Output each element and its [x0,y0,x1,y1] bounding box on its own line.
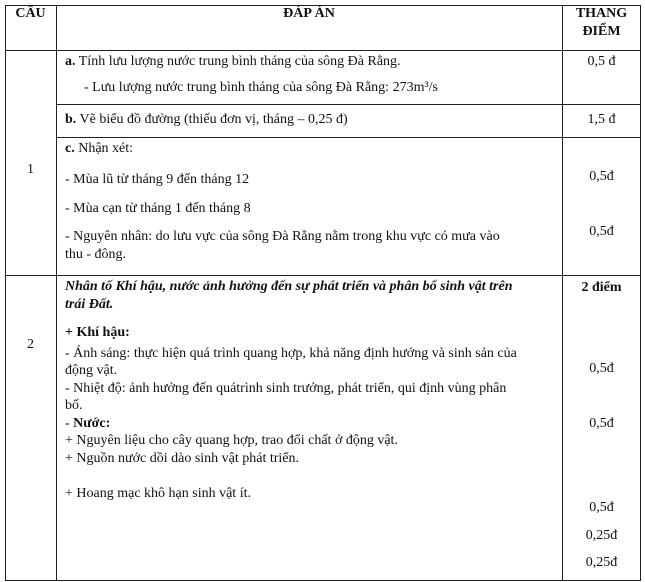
q2-score: 0,5đ [589,416,614,431]
q2-total-score: 2 điểm [581,280,622,295]
q2-line: động vật. [65,363,118,378]
q2-line: - Nhiệt độ: ảnh hưởng đến quátrình sinh trưởng, phát triển, qui định vùng phân [65,381,507,396]
q1-c-score: 0,5đ [589,224,614,239]
q1-b-score: 1,5 đ [587,112,616,127]
row-divider [5,275,641,276]
q2-score: 0,25đ [585,528,618,543]
header-question: CÂU [15,6,46,21]
q2-score: 0,5đ [589,500,614,515]
q2-water-line: + Nguyên liệu cho cây quang hợp, trao đổi chất ở động vật. [65,433,398,448]
q1-part-a-detail: - Lưu lượng nước trung bình tháng của sông Đà Rằng: 273m³/s [84,80,438,95]
q1-c-item: - Mùa cạn từ tháng 1 đến tháng 8 [65,201,251,216]
q2-title: Nhân tố Khí hậu, nước ảnh hưởng đến sự phát triển và phân bố sinh vật trên [65,279,513,294]
header-score-1: THANG [575,6,628,21]
q1-part-a: a. Tính lưu lượng nước trung bình tháng của sông Đà Rằng. [65,54,401,69]
table-border [5,5,6,581]
q2-score: 0,5đ [589,361,614,376]
row-divider [5,50,641,51]
q2-water-line: + Hoang mạc khô hạn sinh vật ít. [65,486,251,501]
q2-line: bố. [65,398,83,413]
table-border [5,580,641,581]
q1-c-item: - Mùa lũ từ tháng 9 đến tháng 12 [65,172,250,187]
q1-c-score: 0,5đ [589,169,614,184]
q2-score: 0,25đ [585,555,618,570]
q1-part-c: c. Nhận xét: [65,141,134,156]
row-divider [56,104,641,105]
header-answer: ĐÁP ÁN [283,6,335,21]
header-score-2: ĐIỂM [582,24,621,39]
q2-water-heading: - Nước: [65,416,111,431]
q1-c-item: thu - đông. [65,247,127,262]
q2-title: trái Đất. [65,297,114,312]
q1-c-item: - Nguyên nhân: do lưu vực của sông Đà Rằng nằm trong khu vực có mưa vào [65,229,500,244]
row-divider [56,137,641,138]
question-number-1: 1 [27,162,34,177]
question-number-2: 2 [27,337,34,352]
q2-water-line: + Nguồn nước dồi dào sinh vật phát triển. [65,451,300,466]
q1-a-score: 0,5 đ [587,54,616,69]
q2-climate-heading: + Khí hậu: [65,325,130,340]
q1-part-b: b. Vẽ biểu đồ đường (thiếu đơn vị, tháng – 0,25 đ) [65,112,348,127]
q2-line: - Ánh sáng: thực hiện quá trình quang hợp, khả năng định hướng và sinh sản của [65,346,517,361]
column-divider [56,5,57,581]
